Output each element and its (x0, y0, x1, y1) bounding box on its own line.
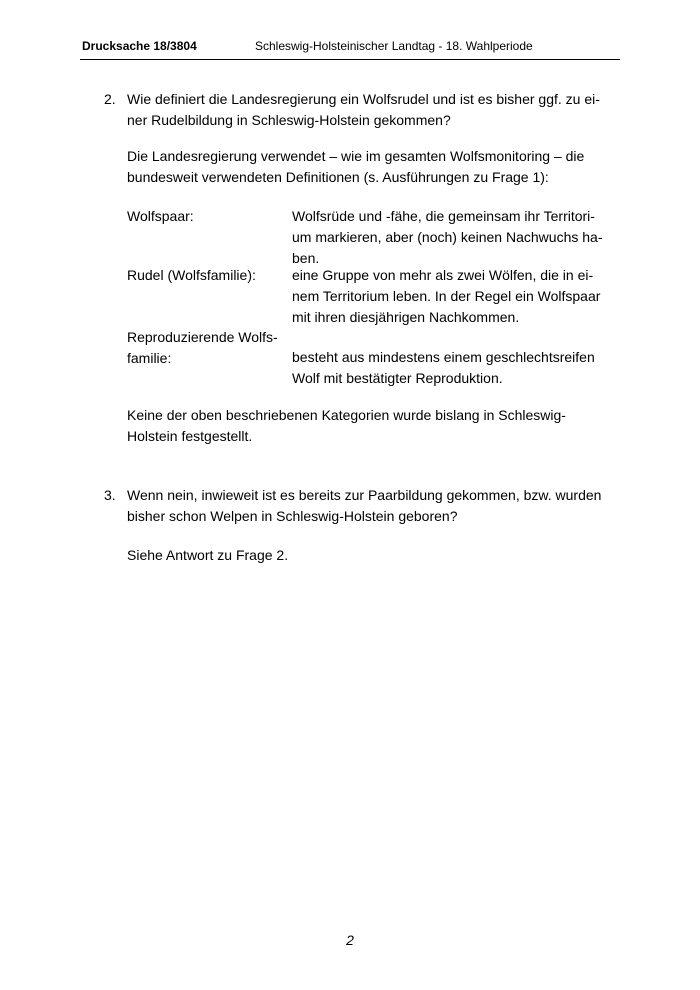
question-text (127, 485, 607, 527)
definition-text-wolfspaar (292, 206, 612, 269)
definition-line: Wolfsrüde und -fähe, die gemeinsam ihr Territori- (292, 208, 595, 224)
definition-label-wolfspaar: Wolfspaar: (127, 208, 194, 224)
answer-line: bundesweit verwendeten Definitionen (s. Ausführungen zu Frage 1): (127, 169, 549, 185)
definition-label-rudel: Rudel (Wolfsfamilie): (127, 267, 256, 283)
definition-line: ben. (292, 250, 320, 266)
definition-line: um markieren, aber (noch) keinen Nachwuchs ha- (292, 229, 603, 245)
definition-line: besteht aus mindestens einem geschlechtsreifen (292, 349, 595, 365)
question-text (127, 89, 607, 131)
answer-question-3: Siehe Antwort zu Frage 2. (127, 547, 289, 563)
question-line: Wie definiert die Landesregierung ein Wolfsrudel und ist es bisher ggf. zu ei- (127, 91, 600, 107)
definition-text-reproduzierende (292, 347, 612, 389)
parliament-title: Schleswig-Holsteinischer Landtag - 18. Wahlperiode (255, 39, 533, 53)
answer-line: Keine der oben beschriebenen Kategorien wurde bislang in Schleswig- (127, 407, 566, 423)
definition-line: Wolf mit bestätigter Reproduktion. (292, 370, 503, 386)
definition-line: mit ihren diesjährigen Nachkommen. (292, 309, 520, 325)
question-line: bisher schon Welpen in Schleswig-Holstein geboren? (127, 508, 458, 524)
definition-label-line: familie: (127, 350, 172, 366)
definition-label-line: Reproduzierende Wolfs- (127, 329, 278, 345)
answer-line: Die Landesregierung verwendet – wie im gesamten Wolfsmonitoring – die (127, 148, 585, 164)
document-number: Drucksache 18/3804 (82, 39, 197, 53)
question-line: Wenn nein, inwieweit ist es bereits zur Paarbildung gekommen, bzw. wurden (127, 487, 602, 503)
definition-label-reproduzierende (127, 327, 287, 369)
page-header (80, 37, 620, 60)
definition-line: eine Gruppe von mehr als zwei Wölfen, die in ei- (292, 267, 594, 283)
answer-intro (127, 146, 607, 188)
question-number: 3. (104, 487, 116, 503)
answer-conclusion (127, 405, 607, 447)
definition-line: nem Territorium leben. In der Regel ein Wolfspaar (292, 288, 601, 304)
question-line: ner Rudelbildung in Schleswig-Holstein gekommen? (127, 112, 451, 128)
definition-text-rudel (292, 265, 612, 328)
answer-line: Holstein festgestellt. (127, 428, 253, 444)
page-number: 2 (346, 932, 354, 948)
question-number: 2. (104, 91, 116, 107)
